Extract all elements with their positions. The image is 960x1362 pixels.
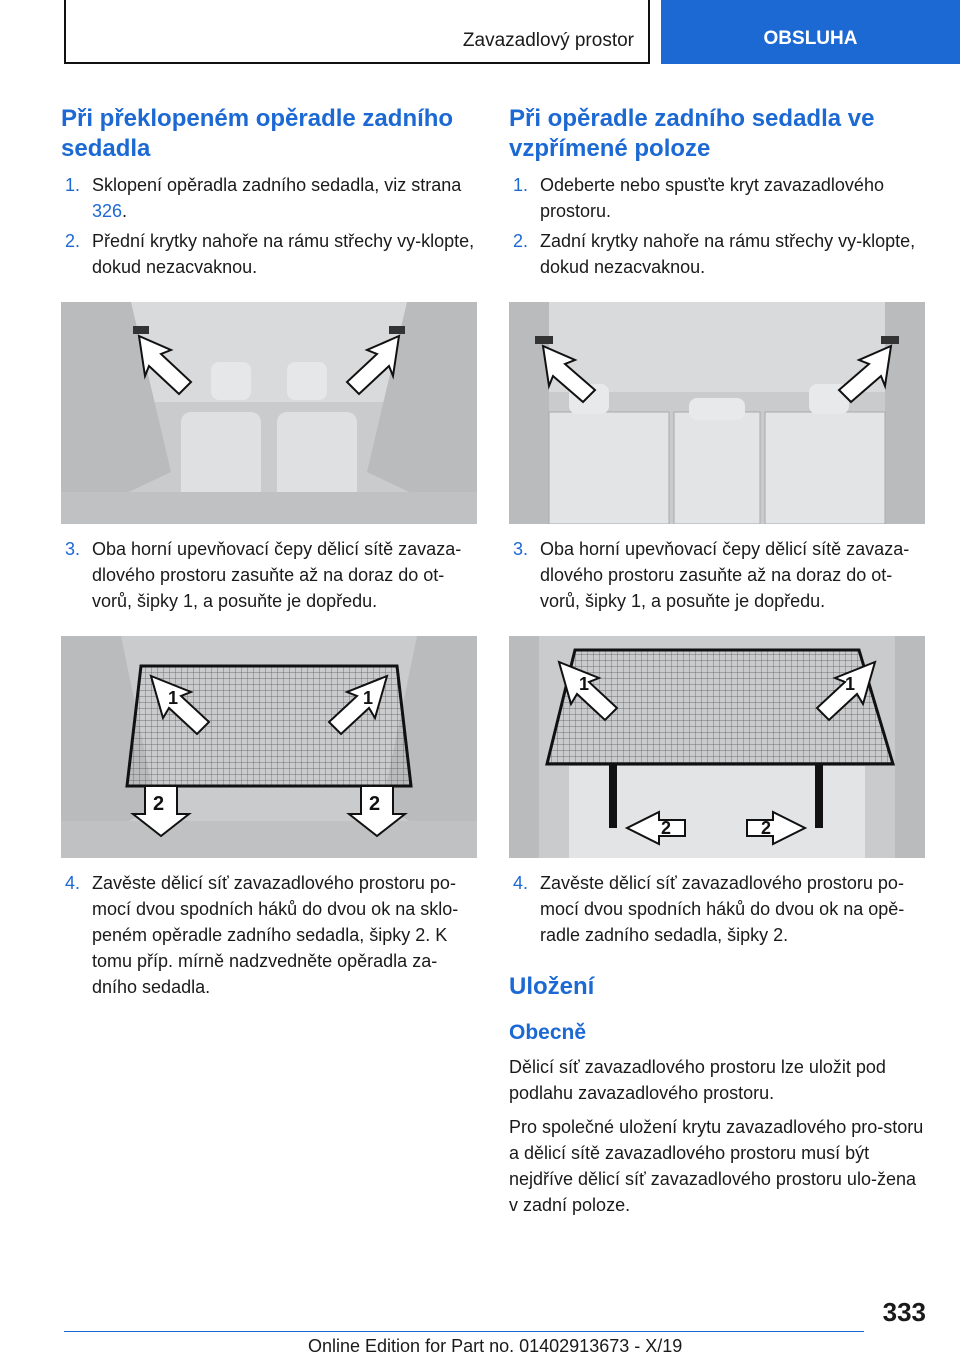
step-text: Oba horní upevňovací čepy dělicí sítě zavaza‐dlového prostoru zasuňte až na doraz do ot‐vorů, šipky 1, a posuňte je dopředu. bbox=[92, 539, 462, 611]
step-text: Zavěste dělicí síť zavazadlového prostoru po‐mocí dvou spodních háků do dvou ok na sklo‐peném opěradle zadního sedadla, šipky 2. K tomu příp. mírně nadzvedněte opěradla za‐dního sedadla. bbox=[92, 873, 459, 997]
left-step-4 bbox=[61, 870, 477, 1000]
figure-upright-seats-net-mounting bbox=[509, 636, 925, 858]
arrow-label: 1 bbox=[168, 688, 179, 708]
storage-paragraph-2: Pro společné uložení krytu zavazadlového pro‐storu a dělicí sítě zavazadlového prostoru musí být nejdříve dělicí síť zavazadlového prostoru ulo‐žena v zadní poloze. bbox=[509, 1117, 924, 1215]
step-number: 3. bbox=[513, 539, 529, 559]
step-text: Přední krytky nahoře na rámu střechy vy‐klopte, dokud nezacvaknou. bbox=[92, 231, 475, 277]
footer-edition bbox=[308, 1336, 682, 1357]
step-number: 2. bbox=[513, 231, 529, 251]
right-column bbox=[509, 104, 925, 1226]
header-box bbox=[64, 0, 650, 64]
step-number: 4. bbox=[513, 873, 529, 893]
step-number: 4. bbox=[65, 873, 81, 893]
step-text: Zadní krytky nahoře na rámu střechy vy‐klopte, dokud nezacvaknou. bbox=[540, 231, 916, 277]
left-step-2 bbox=[61, 228, 477, 280]
left-step-1: 1. Sklopení opěradla zadního sedadla, viz strana 326. bbox=[61, 172, 477, 224]
step-number: 3. bbox=[65, 539, 81, 559]
right-step-3 bbox=[509, 536, 925, 614]
figure-upright-seats-roof-caps bbox=[509, 302, 925, 524]
left-section-title: Při překlopeném opěradle zadního sedadla bbox=[61, 105, 454, 162]
header-chapter-tab: OBSLUHA bbox=[661, 0, 960, 64]
footer-edition-text: Online Edition for Part no. 01402913673 - X/19 bbox=[308, 1336, 683, 1356]
step-text: Sklopení opěradla zadního sedadla, viz strana bbox=[92, 175, 462, 195]
left-column bbox=[61, 104, 477, 1004]
storage-paragraph-1: Dělicí síť zavazadlového prostoru lze uložit pod podlahu zavazadlového prostoru. bbox=[509, 1057, 886, 1103]
arrow-label: 2 bbox=[761, 818, 772, 838]
storage-subheading: Obecně bbox=[509, 1021, 587, 1044]
page-reference-link[interactable]: 326 bbox=[92, 201, 123, 221]
arrow-label: 1 bbox=[363, 688, 374, 708]
right-step-4 bbox=[509, 870, 925, 948]
right-section-title: Při opěradle zadního sedadla ve vzpřímené poloze bbox=[509, 105, 875, 162]
right-step-1 bbox=[509, 172, 925, 224]
step-number: 1. bbox=[513, 175, 529, 195]
arrow-label: 2 bbox=[153, 793, 165, 815]
storage-heading: Uložení bbox=[509, 973, 595, 1000]
step-text: Oba horní upevňovací čepy dělicí sítě zavaza‐dlového prostoru zasuňte až na doraz do ot‐vorů, šipky 1, a posuňte je dopředu. bbox=[540, 539, 910, 611]
page-number: 333 bbox=[882, 1297, 926, 1327]
arrow-label: 2 bbox=[661, 818, 672, 838]
step-text: Zavěste dělicí síť zavazadlového prostoru po‐mocí dvou spodních háků do dvou ok na opě‐radle zadního sedadla, šipky 2. bbox=[540, 873, 905, 945]
header-section-title: Zavazadlový prostor bbox=[462, 30, 634, 51]
footer-divider bbox=[64, 1331, 864, 1332]
arrow-label: 2 bbox=[369, 793, 381, 815]
step-number: 2. bbox=[65, 231, 81, 251]
left-step-3 bbox=[61, 536, 477, 614]
figure-folded-seats-roof-caps bbox=[61, 302, 477, 524]
arrow-label: 1 bbox=[845, 674, 856, 694]
right-step-2 bbox=[509, 228, 925, 280]
step-text: Odeberte nebo spusťte kryt zavazadlového prostoru. bbox=[540, 175, 884, 221]
arrow-label: 1 bbox=[579, 674, 590, 694]
step-number: 1. bbox=[65, 175, 81, 195]
figure-folded-seats-net-mounting bbox=[61, 636, 477, 858]
